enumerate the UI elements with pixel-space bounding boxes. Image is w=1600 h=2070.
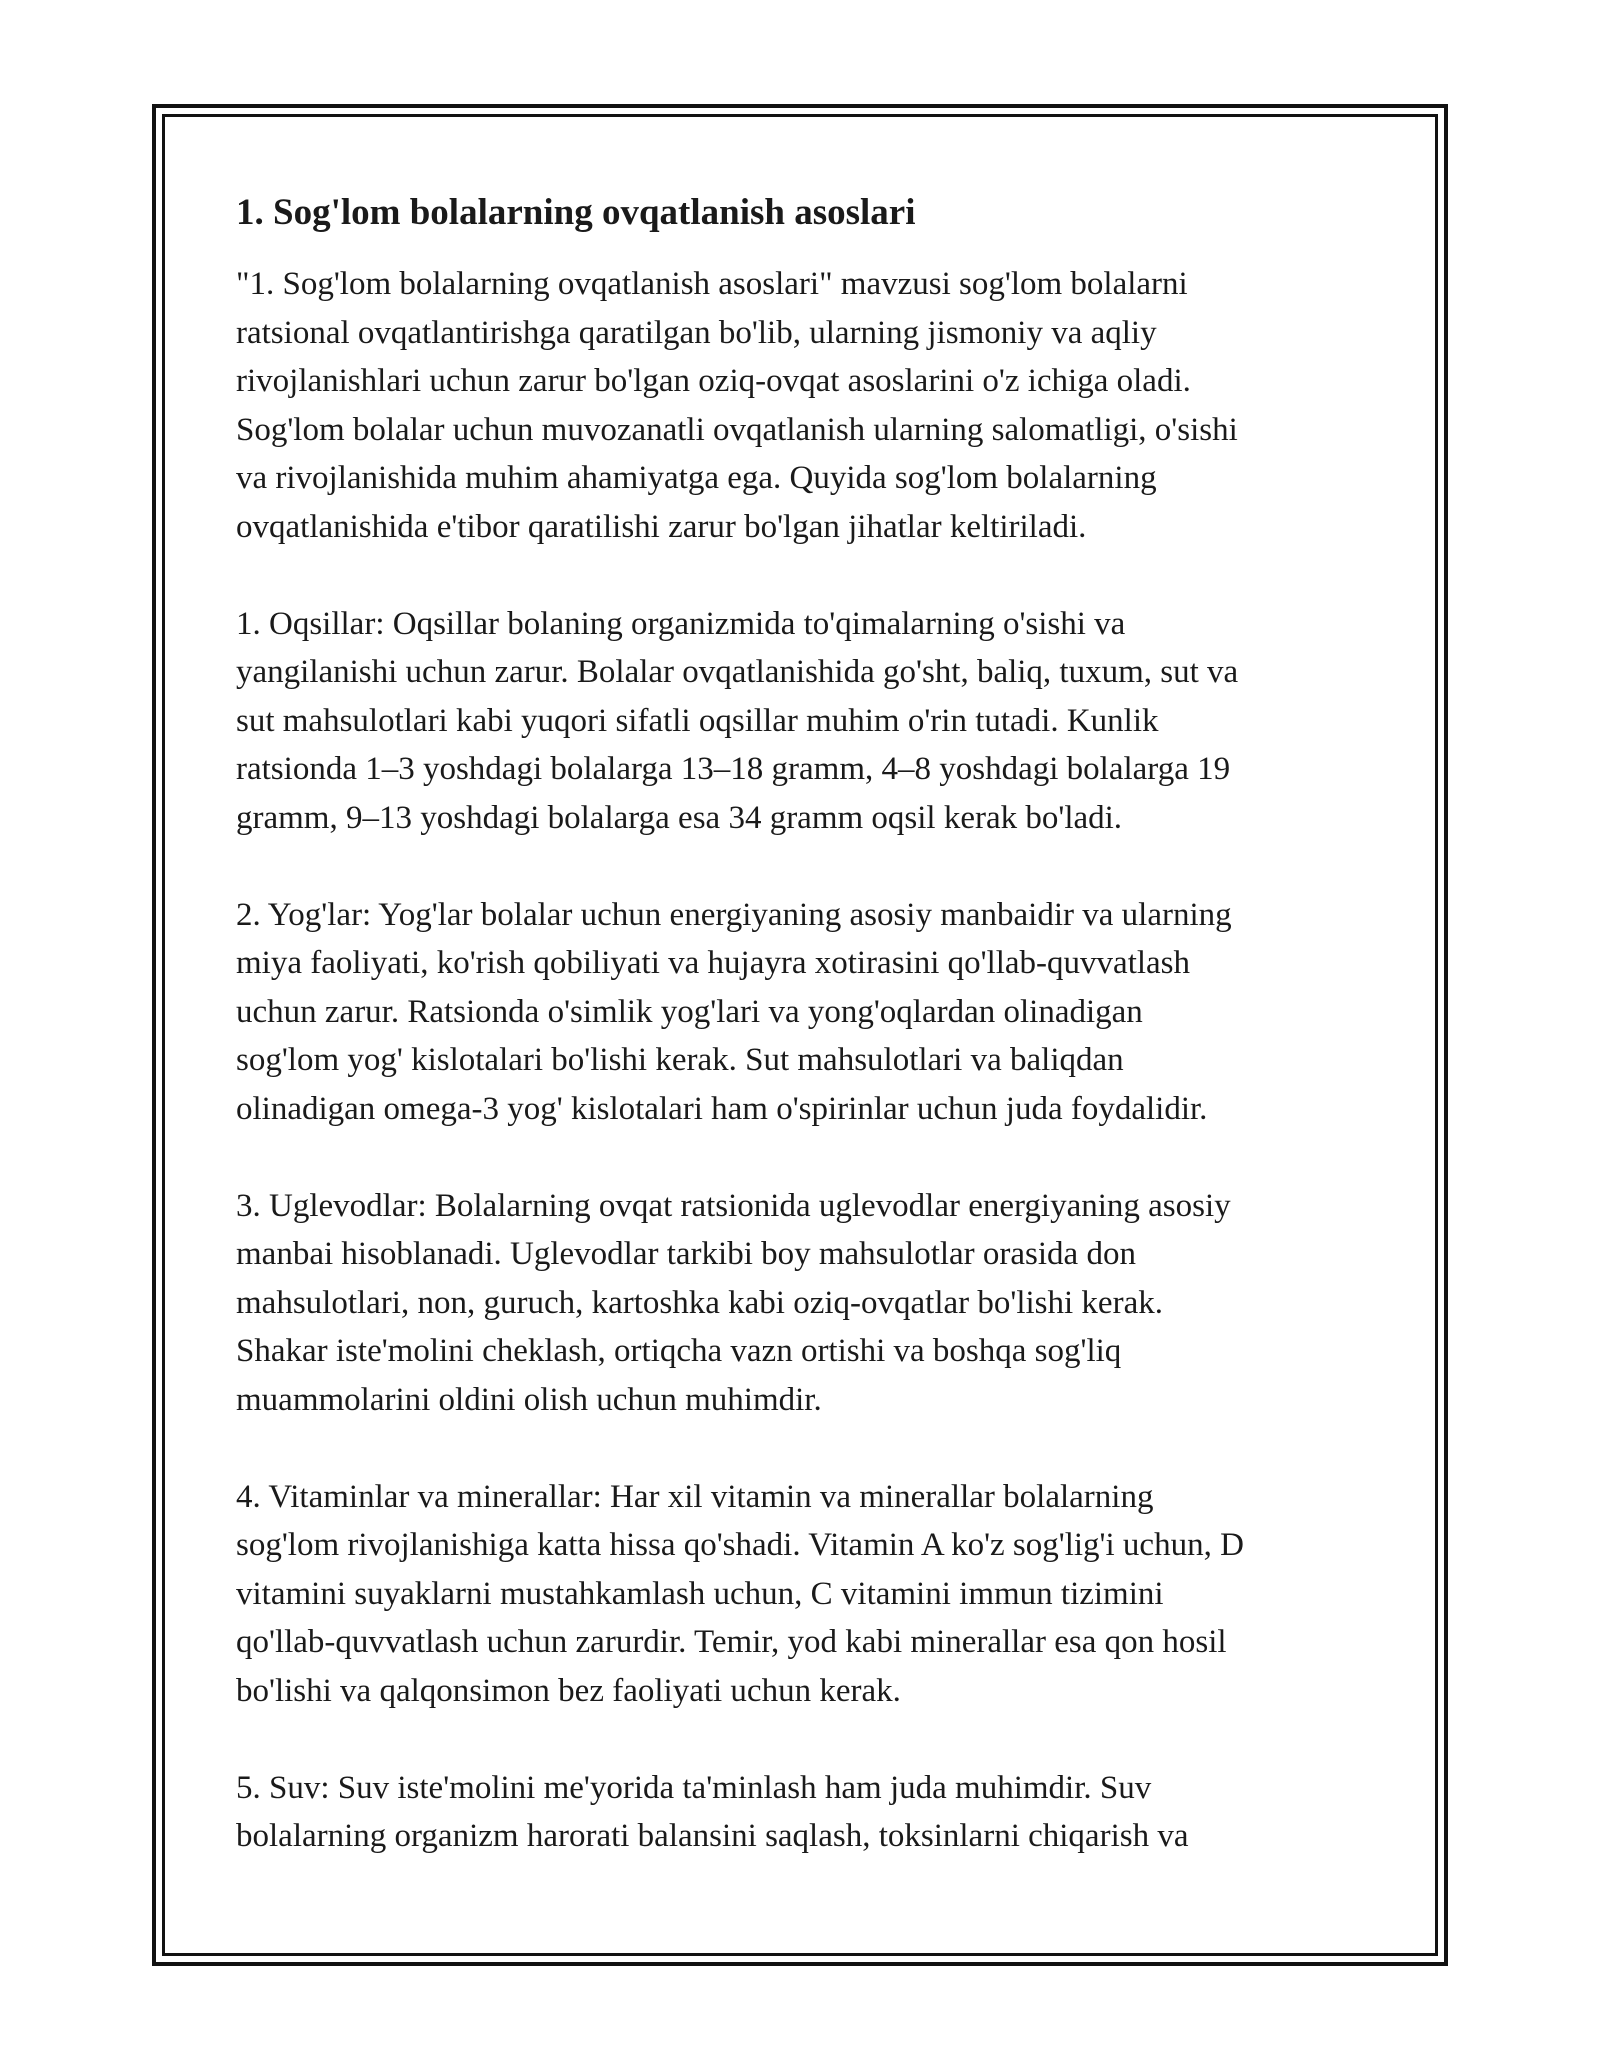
paragraph-proteins: 1. Oqsillar: Oqsillar bolaning organizmida to'qimalarning o'sishi va yangilanishi uchun zarur. Bolalar ovqatlanishida go'sht, baliq, tuxum, sut va sut mahsulotlari kabi yuqori sifatli oqsillar muhim o'rin tutadi. Kunlik ratsionda 1–3 yoshdagi bolalarga 13–18 gramm, 4–8 yoshdagi bolalarga 19 gramm, 9–13 yoshdagi bolalarga esa 34 gramm oqsil kerak bo'ladi. [236,605,1239,836]
document-body [236,186,1376,1861]
paragraph-vitamins-minerals: 4. Vitaminlar va minerallar: Har xil vitamin va minerallar bolalarning sog'lom rivojlanishiga katta hissa qo'shadi. Vitamin A ko'z sog'lig'i uchun, D vitamini suyaklarni mustahkamlash uchun, C vitamini immun tizimini qo'llab-quvvatlash uchun zarurdir. Temir, yod kabi minerallar esa qon hosil bo'lishi va qalqonsimon bez faoliyati uchun kerak. [236,1478,1244,1709]
paragraph-fats: 2. Yog'lar: Yog'lar bolalar uchun energiyaning asosiy manbaidir va ularning miya faoliyati, ko'rish qobiliyati va hujayra xotirasini qo'llab-quvvatlash uchun zarur. Ratsionda o'simlik yog'lari va yong'oqlardan olinadigan sog'lom yog' kislotalari bo'lishi kerak. Sut mahsulotlari va baliqdan olinadigan omega-3 yog' kislotalari ham o'spirinlar uchun juda foydalidir. [236,896,1232,1127]
intro-paragraph: "1. Sog'lom bolalarning ovqatlanish asoslari" mavzusi sog'lom bolalarni ratsional ovqatlantirishga qaratilgan bo'lib, ularning jismoniy va aqliy rivojlanishlari uchun zarur bo'lgan oziq-ovqat asoslarini o'z ichiga oladi. Sog'lom bolalar uchun muvozanatli ovqatlanish ularning salomatligi, o'sishi va rivojlanishida muhim ahamiyatga ega. Quyida sog'lom bolalarning ovqatlanishida e'tibor qaratilishi zarur bo'lgan jihatlar keltiriladi. [236,266,1238,545]
paragraph-carbohydrates: 3. Uglevodlar: Bolalarning ovqat ratsionida uglevodlar energiyaning asosiy manbai hisoblanadi. Uglevodlar tarkibi boy mahsulotlar orasida don mahsulotlari, non, guruch, kartoshka kabi oziq-ovqatlar bo'lishi kerak. Shakar iste'molini cheklash, ortiqcha vazn ortishi va boshqa sog'liq muammolarini oldini olish uchun muhimdir. [236,1187,1231,1418]
document-title: 1. Sog'lom bolalarning ovqatlanish asoslari [236,192,916,233]
paragraph-water: 5. Suv: Suv iste'molini me'yorida ta'minlash ham juda muhimdir. Suv bolalarning organizm harorati balansini saqlash, toksinlarni chiqarish va [236,1769,1189,1854]
